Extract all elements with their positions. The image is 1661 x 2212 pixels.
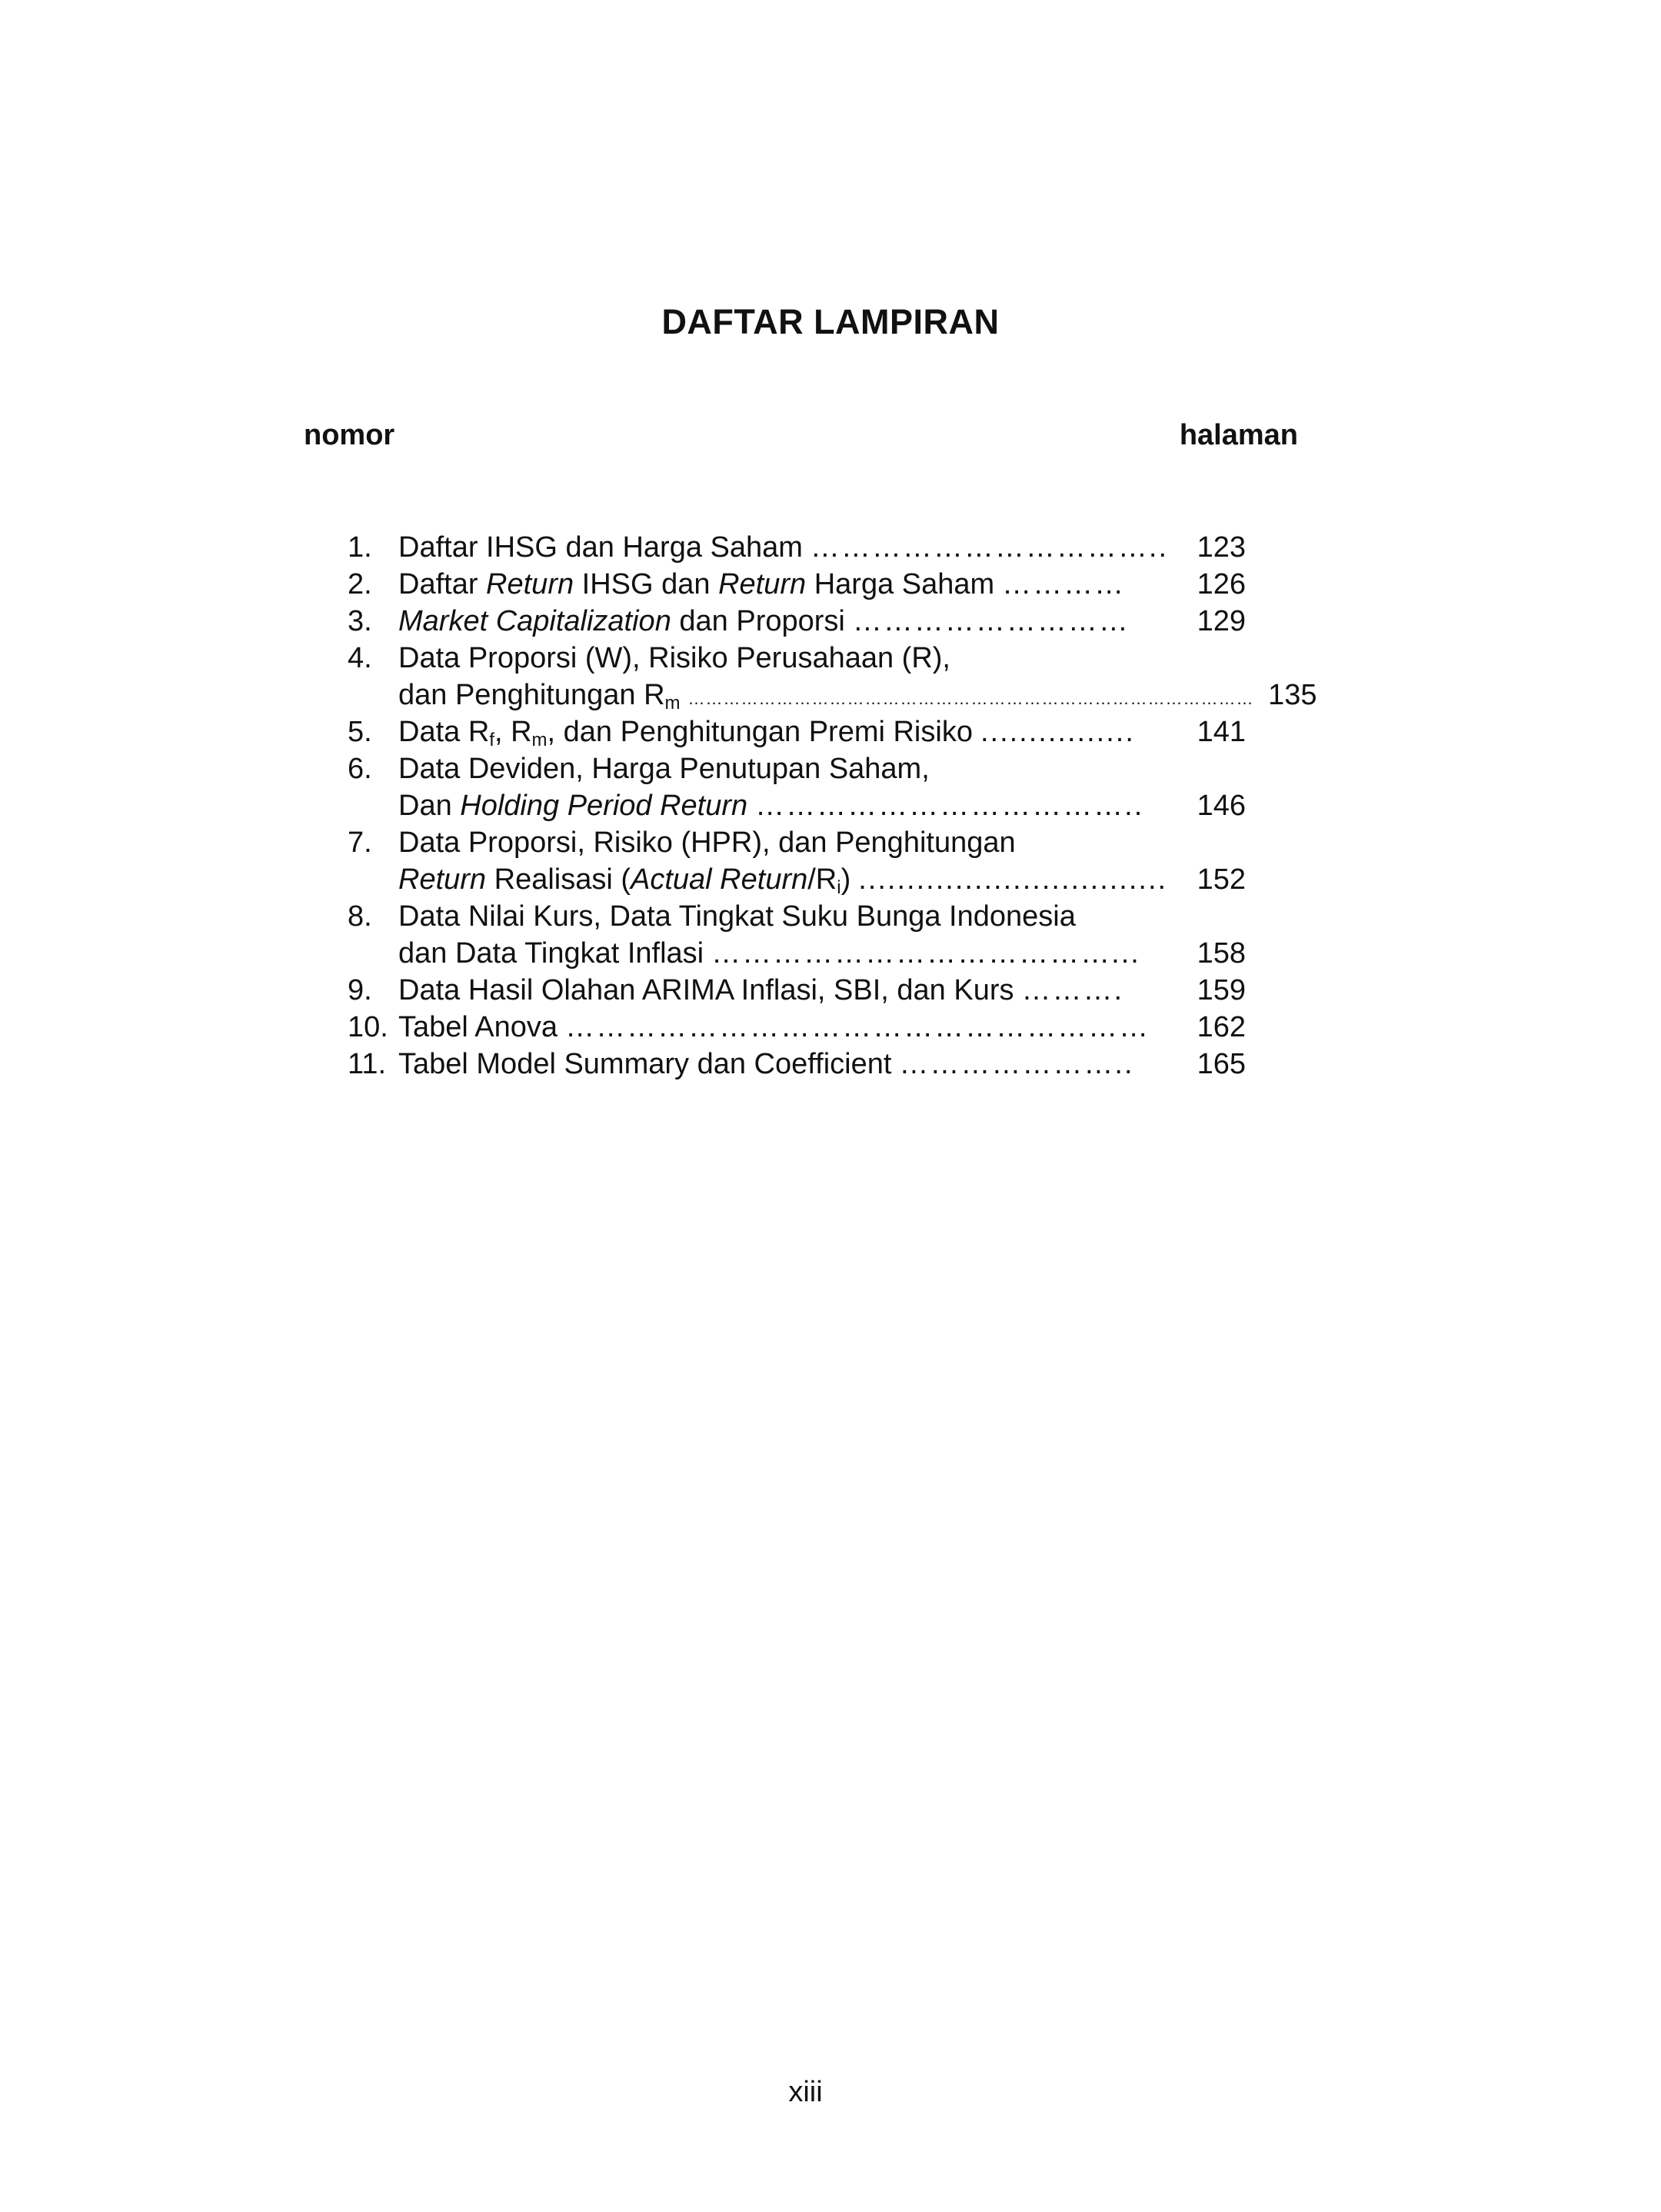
entry-title [398, 713, 973, 750]
dot-leader: ……………………… [852, 605, 1130, 637]
appendix-entry-line[interactable] [348, 935, 1246, 972]
title-text-segment: Data Proporsi (W), Risiko Perusahaan (R), [398, 642, 950, 674]
entry-number: 11. [348, 1048, 387, 1080]
entry-title [398, 1009, 558, 1046]
appendix-entry-line[interactable] [348, 898, 1246, 935]
dot-leader: ................ [980, 716, 1135, 748]
entry-number: 3. [348, 605, 372, 637]
appendix-entry-line[interactable] [348, 824, 1246, 861]
appendix-entry-line[interactable] [348, 1009, 1246, 1046]
title-text-segment: , R [494, 716, 532, 748]
entry-page-number: 123 [1197, 531, 1246, 564]
entry-page-number: 158 [1197, 937, 1246, 970]
entry-number: 8. [348, 900, 372, 933]
title-text-segment: Return [718, 568, 807, 600]
appendix-entry-line[interactable] [348, 640, 1246, 677]
subscript-text: m [531, 730, 548, 750]
title-text-segment: Dan [398, 790, 461, 822]
title-text-segment: Actual Return [631, 863, 808, 896]
title-text-segment: dan Data Tingkat Inflasi [398, 937, 704, 970]
subscript-text: m [664, 693, 681, 713]
appendix-entry-line[interactable] [348, 750, 1246, 787]
dot-leader: …………………………….. [810, 531, 1169, 564]
column-header-nomor: nomor [304, 419, 395, 451]
appendix-entry-line[interactable] [348, 861, 1246, 898]
page-number: xiii [788, 2076, 823, 2108]
dot-leader: ………. [1021, 974, 1124, 1006]
title-text-segment: Data Deviden, Harga Penutupan Saham, [398, 753, 930, 785]
entry-title [398, 677, 681, 713]
title-text-segment: Tabel Model Summary dan Coefficient [398, 1048, 892, 1080]
dot-leader: ………… [1002, 568, 1126, 600]
entry-title [398, 529, 803, 566]
entry-number: 9. [348, 974, 372, 1006]
title-text-segment: Return [486, 568, 574, 600]
appendix-entry-line[interactable] [348, 566, 1246, 603]
entry-page-number: 126 [1197, 568, 1246, 600]
entry-page-number: 162 [1197, 1011, 1246, 1043]
entry-number: 2. [348, 568, 372, 600]
entry-title [398, 824, 1016, 861]
title-text-segment: IHSG dan [574, 568, 719, 600]
title-text-segment: Market Capitalization [398, 605, 671, 637]
entry-page-number: 159 [1197, 974, 1246, 1006]
title-text-segment: Daftar IHSG dan Harga Saham [398, 531, 803, 564]
entry-title [398, 972, 1014, 1009]
appendix-entry-line[interactable] [348, 787, 1246, 824]
dot-leader: …………………………………... [711, 937, 1140, 970]
dot-leader: ................................ [858, 863, 1168, 896]
page-title: DAFTAR LAMPIRAN [661, 302, 1000, 341]
appendix-entry-line[interactable] [348, 713, 1246, 750]
appendix-list [348, 529, 1317, 1083]
title-text-segment: Data Hasil Olahan ARIMA Inflasi, SBI, dan Kurs [398, 974, 1014, 1006]
dot-leader: ………………………………………………… [565, 1011, 1150, 1043]
entry-number: 5. [348, 716, 372, 748]
title-text-segment: Data R [398, 716, 490, 748]
dot-leader: …………………………………………………………………………………… [687, 689, 1254, 708]
entry-title [398, 566, 994, 603]
entry-number: 4. [348, 642, 372, 674]
entry-number: 1. [348, 531, 372, 564]
entry-title [398, 1046, 891, 1083]
subscript-text: i [837, 877, 841, 898]
entry-page-number: 141 [1197, 716, 1246, 748]
title-text-segment: Return [398, 863, 487, 896]
dot-leader: ……………………………….. [755, 790, 1144, 822]
entry-page-number: 135 [1268, 679, 1317, 711]
title-text-segment: dan Proporsi [671, 605, 845, 637]
appendix-entry-line[interactable] [348, 529, 1246, 566]
entry-title [398, 640, 950, 677]
subscript-text: f [489, 730, 494, 750]
entry-page-number: 146 [1197, 790, 1246, 822]
entry-title [398, 603, 845, 640]
appendix-entry-line[interactable] [348, 603, 1246, 640]
title-text-segment: ) [840, 863, 851, 896]
appendix-entry-line[interactable] [348, 1046, 1246, 1083]
entry-title [398, 935, 704, 972]
title-text-segment: , dan Penghitungan Premi Risiko [547, 716, 973, 748]
title-text-segment: dan Penghitungan R [398, 679, 665, 711]
entry-number: 10. [348, 1011, 388, 1043]
title-text-segment: /R [807, 863, 837, 896]
entry-title [398, 861, 850, 898]
column-header-halaman: halaman [1179, 419, 1298, 451]
title-text-segment: Realisasi ( [486, 863, 631, 896]
dot-leader: ………………….. [899, 1048, 1134, 1080]
entry-page-number: 165 [1197, 1048, 1246, 1080]
title-text-segment: Data Proporsi, Risiko (HPR), dan Penghitungan [398, 827, 1016, 859]
title-text-segment: Daftar [398, 568, 487, 600]
entry-page-number: 129 [1197, 605, 1246, 637]
appendix-entry-line[interactable] [348, 972, 1246, 1009]
title-text-segment: Tabel Anova [398, 1011, 558, 1043]
title-text-segment: Harga Saham [806, 568, 995, 600]
entry-title [398, 898, 1076, 935]
title-text-segment: Holding Period Return [460, 790, 748, 822]
appendix-entry-line[interactable] [348, 677, 1317, 713]
title-text-segment: Data Nilai Kurs, Data Tingkat Suku Bunga Indonesia [398, 900, 1076, 933]
entry-title [398, 787, 747, 824]
entry-title [398, 750, 930, 787]
entry-page-number: 152 [1197, 863, 1246, 896]
entry-number: 7. [348, 827, 372, 859]
entry-number: 6. [348, 753, 372, 785]
